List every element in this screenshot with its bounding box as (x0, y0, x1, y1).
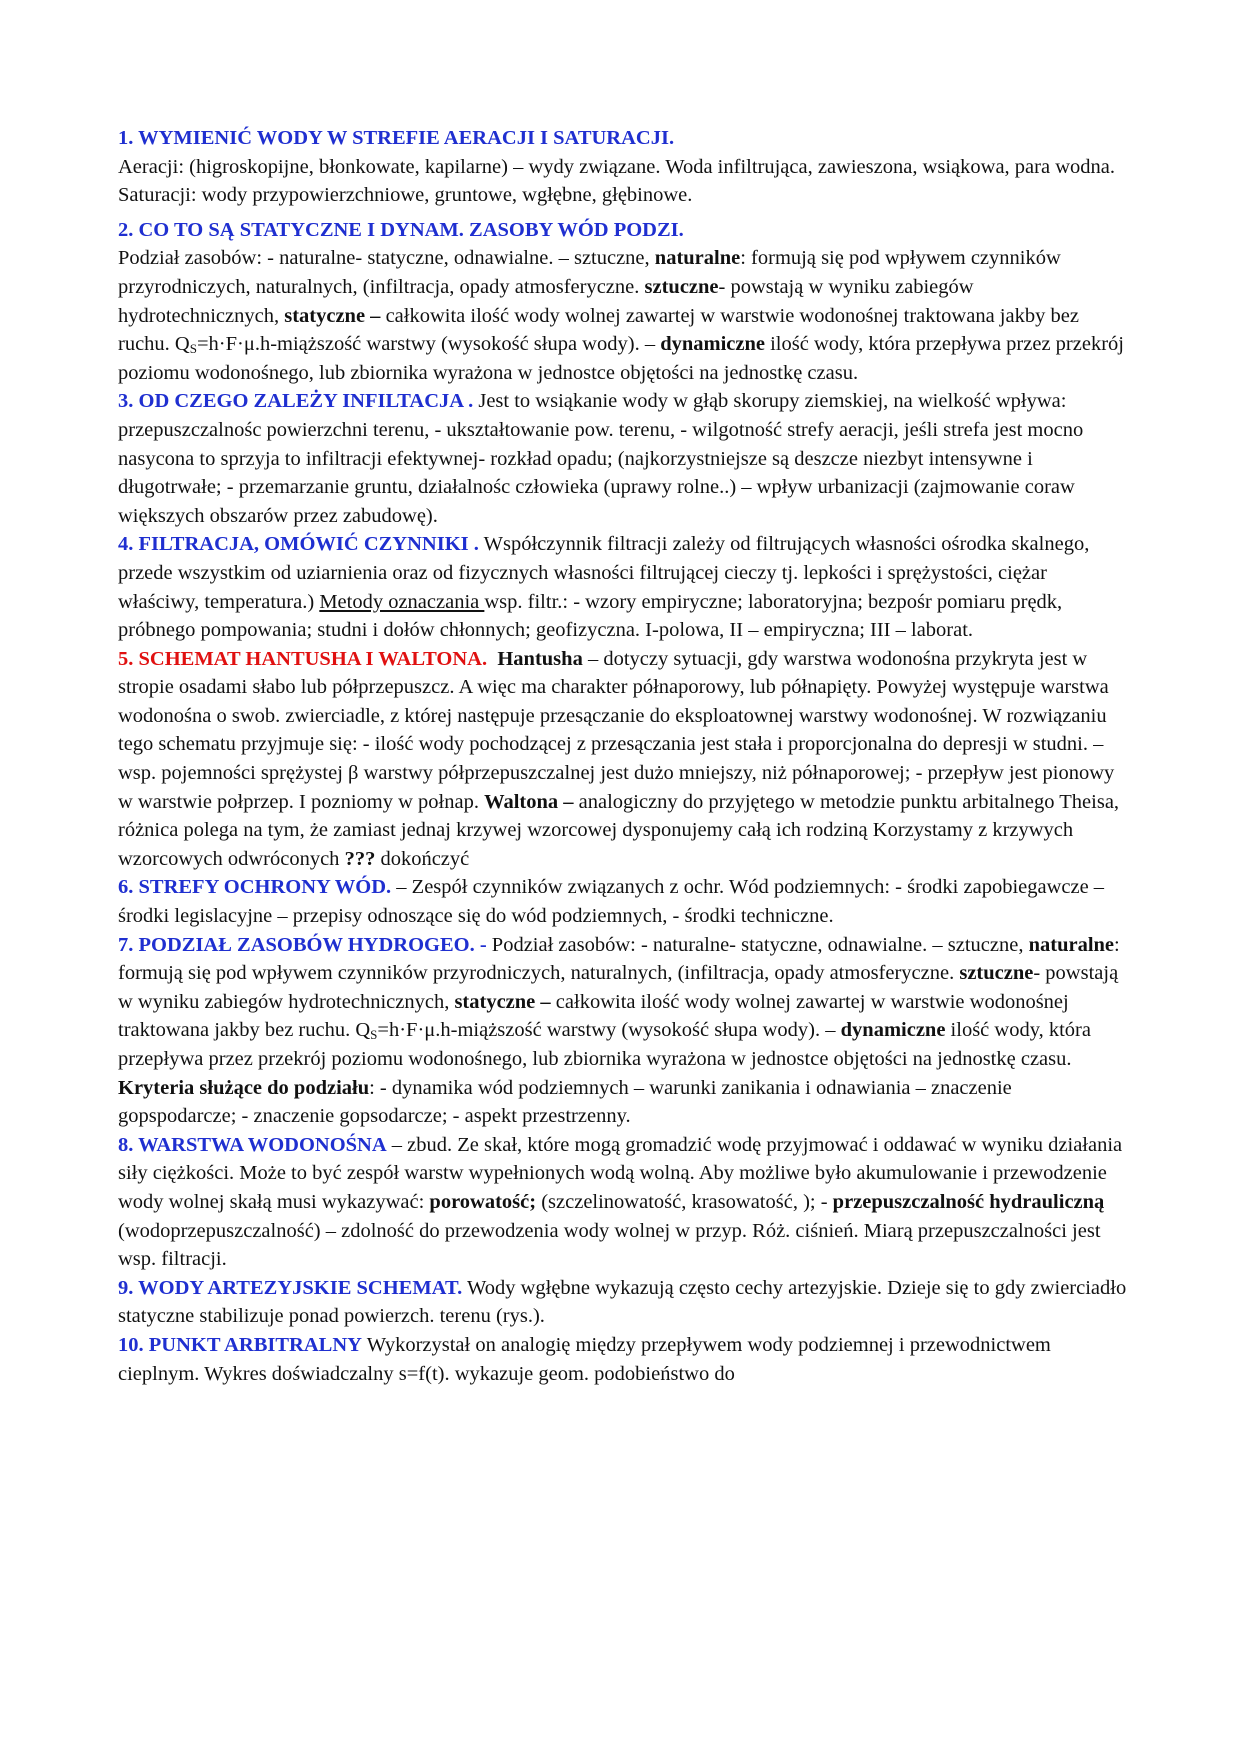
bold-term: sztuczne (644, 275, 719, 298)
section-body: (wodoprzepuszczalność) – zdolność do przewodzenia wody wolnej w przyp. Róż. ciśnień. Miarą przepuszczalności jest wsp. filtracji. (118, 1219, 1101, 1271)
section-body: analogiczny do przyjętego w metodzie punktu arbitalnego Theisa, różnica polega na tym, że zamiast jednaj krzywej wzorcowej dysponujemy całą ich rodziną Korzystamy z krzywych wzorcowych odwróconych (118, 790, 1120, 870)
section-5 (118, 645, 1128, 874)
section-body: Aeracji: (higroskopijne, błonkowate, kapilarne) – wydy związane. Woda infiltrująca, zawieszona, wsiąkowa, para wodna. Saturacji: wody przypowierzchniowe, gruntowe, wgłębne, głębinowe. (118, 155, 1115, 207)
section-heading: 4. FILTRACJA, OMÓWIĆ CZYNNIKI . (118, 533, 479, 556)
section-heading: 7. PODZIAŁ ZASOBÓW HYDROGEO. - (118, 933, 487, 956)
bold-term: naturalne (654, 247, 741, 270)
section-heading: 10. PUNKT ARBITRALNY (118, 1333, 362, 1356)
section-body: Współczynnik filtracji zależy od filtrujących własności ośrodka skalnego, przede wszystkim od uziarnienia oraz od fizycznych własności filtrującej cieczy tj. lepkości i sprężystości, ciężar właściwy, temperatura.) (118, 533, 1090, 613)
bold-term: dynamiczne (840, 1019, 946, 1042)
section-body: : formują się pod wpływem czynników przyrodniczych, naturalnych, (infiltracja, opady atmosferyczne. (118, 933, 1120, 985)
section-body: – zbud. Ze skał, które mogą gromadzić wodę przyjmować i oddawać w wyniku działania siły ciężkości. Może to być zespół warstw wypełnionych wodą wolną. Aby możliwe było akumulowanie i przewodzenie wody wolnej skałą musi wykazywać: (118, 1133, 1123, 1213)
bold-term: Hantusha (497, 647, 583, 670)
bold-term: naturalne (1028, 933, 1115, 956)
section-body: Jest to wsiąkanie wody w głąb skorupy ziemskiej, na wielkość wpływa: przepuszczalnośc powierzchni terenu, - ukształtowanie pow. terenu, - wilgotność strefy aeracji, jeśli strefa jest mocno nasycona to sprzyja to infiltracji efektywnej- rozkład opadu; (najkorzystniejsze są deszcze niezbyt intensywne i długotrwałe; - przemarzanie gruntu, działalnośc człowieka (uprawy rolne..) – wpływ urbanizacji (zajmowanie coraw większych obszarów przez zabudowę). (118, 390, 1084, 527)
section-8 (118, 1131, 1128, 1274)
section-body: - powstają w wyniku zabiegów hydrotechnicznych, (118, 275, 974, 327)
section-6 (118, 873, 1128, 930)
subscript: S (189, 341, 197, 357)
section-body: : formują się pod wpływem czynników przyrodniczych, naturalnych, (infiltracja, opady atmosferyczne. (118, 247, 1061, 298)
section-body: dokończyć (375, 847, 470, 870)
section-body: całkowita ilość wody wolnej zawartej w warstwie wodonośnej traktowana jakby bez ruchu. Q (118, 990, 1069, 1042)
section-heading: 2. CO TO SĄ STATYCZNE I DYNAM. ZASOBY WÓD PODZI. (118, 218, 684, 241)
section-body: wsp. filtr.: - wzory empiryczne; laboratoryjna; bezpośr pomiaru prędk, próbnego pompowania; studni i dołów chłonnych; geofizyczna. I-polowa, II – empiryczna; III – laborat. (118, 590, 1063, 642)
section-heading: 9. WODY ARTEZYJSKIE SCHEMAT. (118, 1276, 463, 1299)
section-2 (118, 216, 1128, 388)
section-1 (118, 124, 1128, 210)
section-9 (118, 1274, 1128, 1331)
section-4 (118, 530, 1128, 644)
bold-term: sztuczne (959, 962, 1034, 985)
bold-term: przepuszczalność hydrauliczną (832, 1190, 1105, 1213)
section-body: =h·F·μ.h-miąższość warstwy (wysokość słupa wody). – (377, 1019, 841, 1042)
underlined-term: Metody oznaczania (319, 590, 485, 613)
bold-term: statyczne – (284, 304, 386, 327)
section-body: ilość wody, która przepływa przez przekrój poziomu wodonośnego, lub zbiornika wyrażona w jednostce objętości na jednostkę czasu. (118, 333, 1124, 384)
section-body: Podział zasobów: - naturalne- statyczne, odnawialne. – sztuczne, (486, 933, 1029, 956)
section-heading: 3. OD CZEGO ZALEŻY INFILTACJA . (118, 390, 474, 413)
section-body: – dotyczy sytuacji, gdy warstwa wodonośna przykryta jest w stropie osadami słabo lub półprzepuszcz. A więc ma charakter półnaporowy, lub półnapięty. Powyżej występuje warstwa wodonośna o swob. zwierciadle, z której następuje przesączanie do eksploatownej warstwy wodonośnej. W rozwiązaniu tego schematu przyjmuje się: - ilość wody pochodzącej z przesączania jest stała i proporcjonalna do depresji w studni. – wsp. pojemności sprężystej β warstwy półprzepuszczalnej jest dużo mniejszy, niż półnaporowej; - przepływ jest pionowy w warstwie połprzep. I pozniomy w połnap. (118, 647, 1115, 813)
bold-term: porowatość; (429, 1190, 537, 1213)
section-heading: 6. STREFY OCHRONY WÓD. (118, 876, 392, 899)
section-body: : - dynamika wód podziemnych – warunki zanikania i odnawiania – znaczenie gopspodarcze; - znaczenie gopsodarcze; - aspekt przestrzenny. (118, 1076, 1012, 1128)
section-body: Wykorzystał on analogię między przepływem wody podziemnej i przewodnictwem cieplnym. Wykres doświadczalny s=f(t). wykazuje geom. podobieństwo do (118, 1333, 1051, 1385)
section-body: całkowita ilość wody wolnej zawartej w warstwie wodonośnej traktowana jakby bez ruchu. Q (118, 304, 1079, 356)
section-body: (szczelinowatość, krasowatość, ); - (536, 1190, 833, 1213)
section-heading: 8. WARSTWA WODONOŚNA (118, 1133, 387, 1156)
section-body: - powstają w wyniku zabiegów hydrotechnicznych, (118, 962, 1119, 1013)
section-body: Wody wgłębne wykazują często cechy artezyjskie. Dzieje się to gdy zwierciadło statyczne stabilizuje ponad powierzch. terenu (rys.). (118, 1276, 1127, 1328)
bold-term: dynamiczne (660, 333, 765, 356)
section-7 (118, 931, 1128, 1131)
section-body: – Zespół czynników związanych z ochr. Wód podziemnych: - środki zapobiegawcze – środki legislacyjne – przepisy odnoszące się do wód podziemnych, - środki techniczne. (118, 876, 1105, 928)
section-body: =h·F·μ.h-miąższość warstwy (wysokość słupa wody). – (196, 333, 661, 356)
section-3 (118, 387, 1128, 530)
bold-term: Waltona – (484, 790, 574, 813)
subscript: S (370, 1027, 378, 1043)
bold-term: ??? (344, 847, 376, 870)
section-heading: 1. WYMIENIĆ WODY W STREFIE AERACJI I SATURACJI. (118, 127, 675, 149)
bold-term: Kryteria służące do podziału (118, 1076, 370, 1099)
section-heading: 5. SCHEMAT HANTUSHA I WALTONA. (118, 647, 488, 670)
bold-term: statyczne – (454, 990, 551, 1013)
document-page (118, 118, 1128, 1388)
section-10 (118, 1331, 1128, 1388)
section-body: ilość wody, która przepływa przez przekrój poziomu wodonośnego, lub zbiornika wyrażona w jednostce objętości na jednostkę czasu. (118, 1019, 1091, 1070)
section-body: Podział zasobów: - naturalne- statyczne, odnawialne. – sztuczne, (118, 247, 655, 270)
